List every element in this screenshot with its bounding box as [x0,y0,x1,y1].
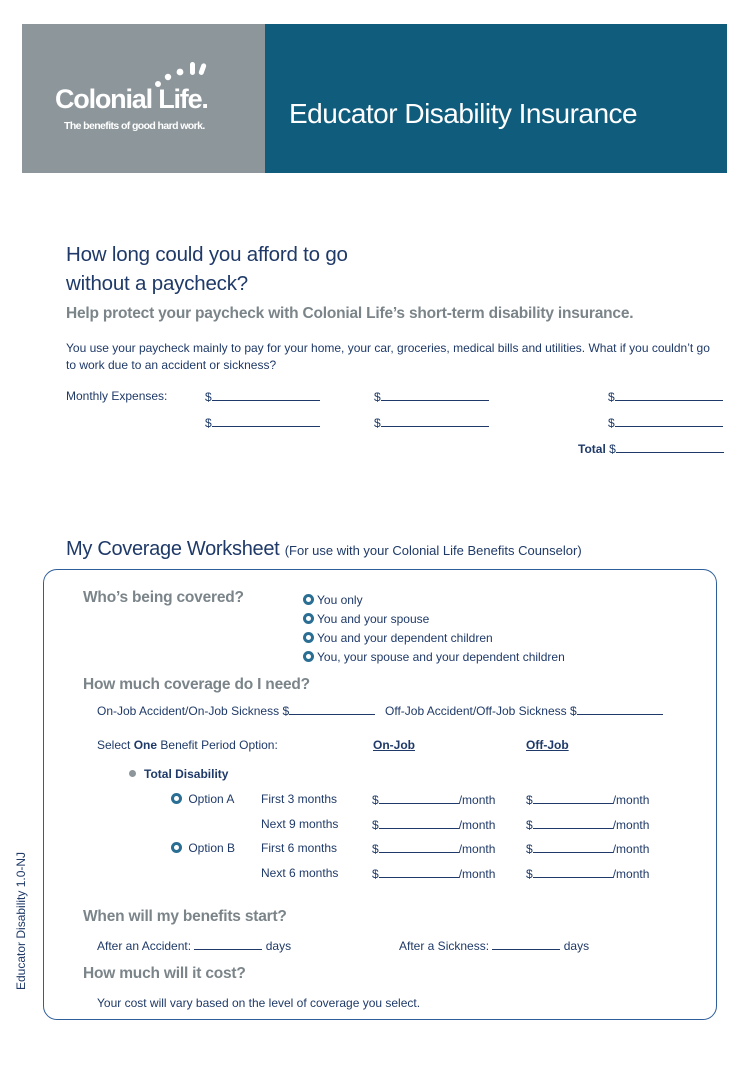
sickness-days-field[interactable] [399,938,589,953]
coverage-option[interactable] [303,593,363,607]
monthly-blank[interactable] [379,866,459,878]
currency-symbol: $ [526,793,533,807]
period-label: Next 6 months [261,866,339,880]
header-banner [22,24,727,173]
benefits-start-heading: When will my benefits start? [83,908,287,925]
expenses-label: Monthly Expenses: [66,389,168,403]
sickness-label: After a Sickness: [399,939,490,953]
off-job-monthly-field[interactable] [526,866,649,881]
radio-icon[interactable] [303,594,314,605]
expense-field[interactable] [374,415,489,430]
monthly-blank[interactable] [533,817,613,829]
radio-icon[interactable] [171,842,182,853]
on-job-monthly-field[interactable] [372,866,495,881]
coverage-option-label: You, your spouse and your dependent children [317,650,565,664]
per-month: /month [612,818,650,832]
option-a[interactable] [171,792,234,806]
brand-tagline: The benefits of good hard work. [64,120,205,132]
coverage-option-label: You and your dependent children [317,631,493,645]
off-job-monthly-field[interactable] [526,817,649,832]
coverage-option[interactable] [303,612,429,626]
logo-panel [22,24,265,173]
who-covered-heading: Who’s being covered? [83,589,244,606]
total-label: Total [578,442,606,456]
expense-field[interactable] [205,389,320,404]
monthly-blank[interactable] [379,817,459,829]
worksheet-title [66,538,582,561]
currency-symbol: $ [374,416,381,430]
on-job-label: On-Job Accident/On-Job Sickness [97,704,280,718]
expense-blank[interactable] [212,415,320,427]
radio-icon[interactable] [171,793,182,804]
off-job-monthly-field[interactable] [526,841,649,856]
per-month: /month [458,842,496,856]
total-disability-label [129,767,228,781]
accident-days-blank[interactable] [194,938,262,950]
on-job-monthly-field[interactable] [372,792,495,807]
per-month: /month [458,818,496,832]
off-job-monthly-field[interactable] [526,792,649,807]
currency-symbol: $ [526,818,533,832]
currency-symbol: $ [608,416,615,430]
radio-icon[interactable] [303,651,314,662]
currency-symbol: $ [282,704,290,718]
days-label: days [563,939,590,953]
period-label: Next 9 months [261,817,339,831]
accident-days-field[interactable] [97,938,291,953]
period-label: First 3 months [261,792,338,806]
select-one: One [133,738,158,752]
monthly-blank[interactable] [533,792,613,804]
headline [66,240,348,298]
coverage-option[interactable] [303,650,565,664]
headline-line-1: How long could you afford to go [66,243,348,266]
off-job-column-header: Off-Job [526,738,569,752]
on-job-amount-field[interactable] [97,703,375,718]
select-prefix: Select [97,738,131,752]
cost-heading: How much will it cost? [83,965,246,982]
option-a-label: Option A [188,792,235,806]
currency-symbol: $ [526,842,533,856]
worksheet-heading: My Coverage Worksheet [66,538,280,560]
currency-symbol: $ [609,442,616,456]
radio-icon[interactable] [303,632,314,643]
currency-symbol: $ [372,818,379,832]
currency-symbol: $ [374,390,381,404]
per-month: /month [612,842,650,856]
sickness-days-blank[interactable] [492,938,560,950]
brand-name: Colonial Life. [55,84,208,114]
on-job-blank[interactable] [289,703,375,715]
expense-total-field[interactable] [578,441,724,456]
select-suffix: Benefit Period Option: [160,738,278,752]
subheadline: Help protect your paycheck with Colonial Life’s short-term disability insurance. [66,305,634,322]
monthly-blank[interactable] [533,841,613,853]
currency-symbol: $ [205,416,212,430]
expense-blank[interactable] [615,415,723,427]
intro-paragraph: You use your paycheck mainly to pay for your home, your car, groceries, medical bills and utilities. What if you couldn’t go to work due to an accident or sickness? [66,341,710,372]
total-blank[interactable] [616,441,724,453]
expense-blank[interactable] [212,389,320,401]
on-job-monthly-field[interactable] [372,817,495,832]
total-disability-text: Total Disability [144,767,229,781]
per-month: /month [612,793,650,807]
on-job-column-header: On-Job [373,738,415,752]
expense-blank[interactable] [381,389,489,401]
coverage-option-label: You and your spouse [317,612,430,626]
per-month: /month [458,793,496,807]
accident-label: After an Accident: [97,939,192,953]
expense-field[interactable] [608,415,723,430]
coverage-amount-heading: How much coverage do I need? [83,676,310,693]
bullet-icon [129,770,136,777]
monthly-blank[interactable] [533,866,613,878]
worksheet-subtitle: (For use with your Colonial Life Benefits Counselor) [284,543,582,558]
currency-symbol: $ [526,867,533,881]
currency-symbol: $ [608,390,615,404]
option-b-label: Option B [188,841,236,855]
coverage-option[interactable] [303,631,493,645]
off-job-amount-field[interactable] [385,703,663,718]
radio-icon[interactable] [303,613,314,624]
title-panel [265,24,727,173]
coverage-option-label: You only [317,593,363,607]
per-month: /month [458,867,496,881]
currency-symbol: $ [372,842,379,856]
period-label: First 6 months [261,841,338,855]
days-label: days [265,939,292,953]
expense-field[interactable] [374,389,489,404]
currency-symbol: $ [569,704,577,718]
off-job-label: Off-Job Accident/Off-Job Sickness [385,704,567,718]
expense-field[interactable] [205,415,320,430]
monthly-blank[interactable] [379,792,459,804]
per-month: /month [612,867,650,881]
expense-field[interactable] [608,389,723,404]
currency-symbol: $ [205,390,212,404]
headline-line-2: without a paycheck? [66,272,248,295]
expense-blank[interactable] [381,415,489,427]
monthly-blank[interactable] [379,841,459,853]
expense-blank[interactable] [615,389,723,401]
currency-symbol: $ [372,793,379,807]
currency-symbol: $ [372,867,379,881]
product-title: Educator Disability Insurance [289,98,638,129]
off-job-blank[interactable] [577,703,663,715]
cost-note: Your cost will vary based on the level of coverage you select. [97,996,421,1010]
option-b[interactable] [171,841,235,855]
on-job-monthly-field[interactable] [372,841,495,856]
form-code: Educator Disability 1.0-NJ [14,851,28,990]
benefit-period-instruction [97,738,278,752]
